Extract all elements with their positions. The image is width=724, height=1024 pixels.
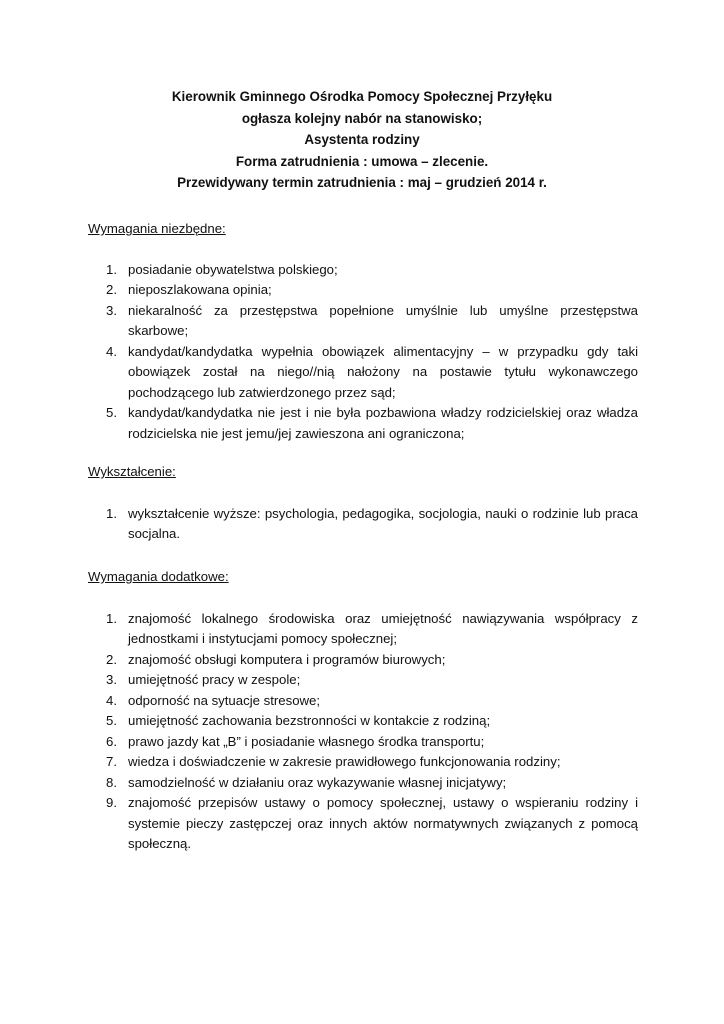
list-item-text: umiejętność pracy w zespole; [128, 672, 301, 687]
list-item-number: 9. [106, 795, 117, 810]
list-item [88, 773, 638, 794]
list-item-number: 1. [106, 505, 117, 521]
list-item-text: umiejętność zachowania bezstronności w kontakcie z rodziną; [128, 713, 491, 728]
education-section [88, 462, 638, 545]
list-item [88, 670, 638, 691]
education-list [88, 504, 638, 545]
list-item [88, 691, 638, 712]
list-item-number: 5. [106, 405, 117, 420]
list-item [88, 301, 638, 342]
requirements-section [88, 219, 638, 444]
list-item-text: odporność na sytuacje stresowe; [128, 692, 321, 708]
header-line-employer: Kierownik Gminnego Ośrodka Pomocy Społecznej Przyłęku [171, 89, 553, 104]
list-item [88, 260, 638, 281]
list-item [88, 609, 638, 650]
list-item-number: 8. [106, 774, 117, 790]
header-line-position: Asystenta rodziny [304, 132, 420, 147]
list-item [88, 650, 638, 671]
requirements-title: Wymagania niezbędne: [88, 221, 226, 236]
list-item-number: 4. [106, 343, 117, 359]
education-title: Wykształcenie: [88, 464, 176, 479]
list-item-number: 1. [106, 610, 117, 626]
header-line-announcement: ogłasza kolejny nabór na stanowisko; [241, 110, 483, 126]
list-item-number: 6. [106, 733, 117, 749]
list-item-text: nieposzlakowana opinia; [128, 282, 272, 297]
header-line-employment-form: Forma zatrudnienia : umowa – zlecenie. [235, 153, 489, 169]
header-line-employment-term: Przewidywany termin zatrudnienia : maj – grudzień 2014 r. [177, 175, 547, 190]
additional-requirements-title: Wymagania dodatkowe: [88, 569, 229, 584]
list-item-number: 1. [106, 261, 117, 277]
list-item-number: 3. [106, 302, 117, 318]
list-item-text: posiadanie obywatelstwa polskiego; [128, 261, 338, 277]
list-item-number: 2. [106, 282, 117, 297]
list-item-number: 5. [106, 713, 117, 728]
list-item-text: kandydat/kandydatka wypełnia obowiązek alimentacyjny – w przypadku gdy taki obowiązek został na niego//nią nałożony na postawie tytułu wykonawczego pochodzącego lub zatwierdzonego przez sąd; [128, 343, 638, 400]
list-item [88, 342, 638, 404]
list-item [88, 280, 638, 301]
list-item [88, 732, 638, 753]
list-item [88, 752, 638, 773]
list-item-number: 4. [106, 692, 117, 708]
list-item [88, 711, 638, 732]
list-item [88, 504, 638, 545]
list-item [88, 403, 638, 444]
list-item-text: wykształcenie wyższe: psychologia, pedagogika, socjologia, nauki o rodzinie lub praca socjalna. [128, 505, 638, 541]
list-item-text: niekaralność za przestępstwa popełnione umyślnie lub umyślne przestępstwa skarbowe; [128, 302, 638, 338]
list-item-text: kandydat/kandydatka nie jest i nie była pozbawiona władzy rodzicielskiej oraz władza rodzicielska nie jest jemu/jej zawieszona ani ograniczona; [128, 405, 638, 441]
list-item-text: wiedza i doświadczenie w zakresie prawidłowego funkcjonowania rodziny; [128, 754, 561, 769]
list-item-text: znajomość przepisów ustawy o pomocy społecznej, ustawy o wspieraniu rodziny i systemie pieczy zastępczej oraz innych aktów normatywnych związanych z pomocą społeczną. [128, 795, 638, 851]
list-item-text: znajomość lokalnego środowiska oraz umiejętność nawiązywania współpracy z jednostkami i instytucjami pomocy społecznej; [128, 610, 638, 646]
list-item [88, 793, 638, 855]
additional-requirements-section [88, 567, 638, 855]
list-item-text: znajomość obsługi komputera i programów biurowych; [128, 651, 446, 667]
announcement-header [0, 86, 724, 194]
list-item-number: 2. [106, 651, 117, 667]
list-item-text: samodzielność w działaniu oraz wykazywanie własnej inicjatywy; [128, 774, 507, 790]
list-item-number: 3. [106, 672, 117, 687]
list-item-number: 7. [106, 754, 117, 769]
list-item-text: prawo jazdy kat „B” i posiadanie własnego środka transportu; [128, 733, 485, 749]
requirements-list [88, 260, 638, 445]
additional-requirements-list [88, 609, 638, 855]
